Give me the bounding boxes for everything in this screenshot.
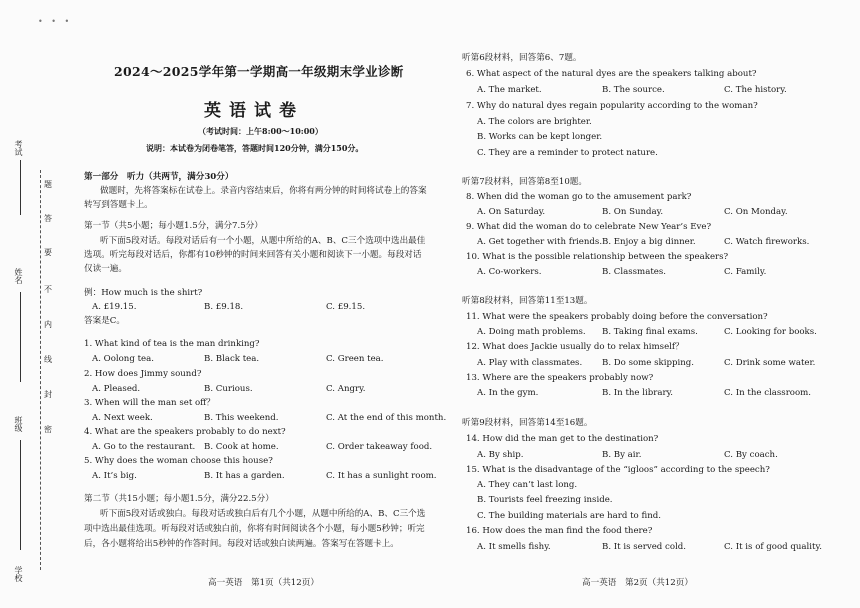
question: 11. What were the speakers probably doing before the conversation? [466, 312, 768, 322]
question: 6. What aspect of the natural dyes are the speakers talking about? [466, 69, 757, 79]
option: C. The history. [724, 85, 787, 95]
option: B. Works can be kept longer. [477, 132, 603, 142]
option: B. It is served cold. [602, 542, 686, 552]
section2-desc: 项中选出最佳选项。听每段对话或独白前，你将有时间阅读各个小题，每小题5秒钟；听完 [84, 524, 425, 534]
page-footer: 高一英语 第2页（共12页） [582, 578, 693, 588]
question: 14. How did the man get to the destination? [466, 434, 659, 444]
option: B. Do some skipping. [602, 358, 695, 368]
seal-char: 不 [44, 285, 52, 294]
option: A. Play with classmates. [477, 358, 583, 368]
group-intro: 听第6段材料，回答第6、7题。 [462, 53, 582, 63]
example-option: B. £9.18. [204, 302, 244, 312]
section1-heading: 第一节（共5小题；每小题1.5分，满分7.5分） [84, 221, 263, 231]
option: A. The market. [477, 85, 542, 95]
option: C. By coach. [724, 450, 778, 460]
option: C. Angry. [326, 384, 366, 394]
seal-char: 密 [44, 425, 52, 434]
option: B. By air. [602, 450, 642, 460]
option: C. Green tea. [326, 354, 384, 364]
seal-char: 题 [44, 180, 52, 189]
corner-mark: • • • [38, 17, 73, 26]
school-label: 学校 [14, 566, 23, 582]
option: B. This weekend. [204, 413, 279, 423]
section2-heading: 第二节（共15小题；每小题1.5分，满分22.5分） [84, 494, 274, 504]
class-label: 班级 [14, 416, 23, 432]
seal-char: 封 [44, 390, 52, 399]
part1-desc: 做题时，先将答案标在试卷上。录音内容结束后，你将有两分钟的时间将试卷上的答案 [100, 186, 427, 196]
option: B. Enjoy a big dinner. [602, 237, 696, 247]
option: B. The source. [602, 85, 665, 95]
exam-title: 2024～2025学年第一学期高一年级期末学业诊断 [114, 64, 404, 79]
option: A. It smells fishy. [477, 542, 551, 552]
option: C. Watch fireworks. [724, 237, 810, 247]
seal-char: 内 [44, 320, 52, 329]
option: A. Get together with friends. [477, 237, 603, 247]
group-intro: 听第9段材料，回答第14至16题。 [462, 418, 593, 428]
option: C. In the classroom. [724, 388, 812, 398]
seal-char: 要 [44, 248, 52, 257]
question: 13. Where are the speakers probably now? [466, 373, 654, 383]
name-label: 姓名 [14, 268, 23, 284]
page-footer: 高一英语 第1页（共12页） [208, 578, 319, 588]
example-question: 例：How much is the shirt? [84, 288, 203, 298]
part1-desc: 转写到答题卡上。 [84, 200, 153, 210]
question: 8. When did the woman go to the amusement park? [466, 192, 692, 202]
question: 12. What does Jackie usually do to relax himself？ [466, 342, 684, 352]
section1-desc: 选项。听完每段对话后，你都有10秒钟的时间来回答有关小题和阅读下一小题。每段对话 [84, 250, 422, 260]
option: B. Cook at home. [204, 442, 279, 452]
option: A. It’s big. [92, 471, 137, 481]
option: C. Looking for books. [724, 327, 817, 337]
example-option: A. £19.15. [92, 302, 137, 312]
option: B. It has a garden. [204, 471, 285, 481]
option: C. Drink some water. [724, 358, 816, 368]
question: 4. What are the speakers probably to do next? [84, 427, 286, 437]
question: 5. Why does the woman choose this house? [84, 456, 273, 466]
question: 16. How does the man find the food there? [466, 526, 653, 536]
seal-line [40, 170, 41, 570]
name-line [20, 292, 21, 382]
option: B. Tourists feel freezing inside. [477, 495, 613, 505]
section2-desc: 听下面5段对话或独白。每段对话或独白后有几个小题，从题中所给的A、B、C三个选 [100, 509, 426, 519]
option: C. Order takeaway food. [326, 442, 433, 452]
option: C. It has a sunlight room. [326, 471, 437, 481]
section1-desc: 听下面5段对话。每段对话后有一个小题，从题中所给的A、B、C三个选项中选出最佳 [100, 236, 426, 246]
option: A. They can’t last long. [477, 480, 578, 490]
instructions: 说明：本试卷为闭卷笔答，答题时间120分钟，满分150分。 [146, 143, 364, 153]
question: 15. What is the disadvantage of the “igloos” according to the speech? [466, 465, 770, 475]
option: C. Family. [724, 267, 767, 277]
option: A. Doing math problems. [477, 327, 586, 337]
question: 9. What did the woman do to celebrate New Year’s Eve? [466, 222, 712, 232]
option: A. In the gym. [477, 388, 539, 398]
part1-heading: 第一部分 听力（共两节，满分30分） [84, 172, 234, 182]
exam-number-line [20, 160, 21, 215]
option: A. Next week. [92, 413, 153, 423]
option: C. They are a reminder to protect nature. [477, 148, 658, 158]
option: C. On Monday. [724, 207, 788, 217]
exam-number-label: 考试 [14, 140, 23, 156]
option: B. Classmates. [602, 267, 666, 277]
group-intro: 听第7段材料，回答第8至10题。 [462, 177, 587, 187]
option: A. By ship. [477, 450, 524, 460]
seal-char: 答 [44, 214, 52, 223]
option: B. Curious. [204, 384, 253, 394]
option: B. Taking final exams. [602, 327, 698, 337]
subject-title: 英语试卷 [204, 101, 304, 121]
exam-time: （考试时间：上午8:00～10:00） [198, 126, 323, 136]
option: A. Co-workers. [477, 267, 542, 277]
question: 2. How does Jimmy sound? [84, 369, 202, 379]
option: A. On Saturday. [477, 207, 546, 217]
question: 7. Why do natural dyes regain popularity according to the woman? [466, 101, 758, 111]
example-option: C. £9.15. [326, 302, 366, 312]
section2-desc: 后，各小题将给出5秒钟的作答时间。每段对话或独白读两遍。答案写在答题卡上。 [84, 539, 399, 549]
group-intro: 听第8段材料，回答第11至13题。 [462, 296, 593, 306]
question: 10. What is the possible relationship between the speakers? [466, 252, 729, 262]
option: A. Oolong tea. [92, 354, 154, 364]
option: B. Black tea. [204, 354, 260, 364]
question: 1. What kind of tea is the man drinking? [84, 339, 260, 349]
option: C. The building materials are hard to find. [477, 511, 661, 521]
class-line [20, 440, 21, 550]
question: 3. When will the man set off？ [84, 398, 215, 408]
option: B. In the library. [602, 388, 674, 398]
section1-desc: 仅读一遍。 [84, 264, 127, 274]
seal-char: 线 [44, 355, 52, 364]
option: A. Go to the restaurant. [92, 442, 196, 452]
option: C. It is of good quality. [724, 542, 822, 552]
option: B. On Sunday. [602, 207, 664, 217]
option: A. The colors are brighter. [477, 117, 592, 127]
option: C. At the end of this month. [326, 413, 447, 423]
example-answer: 答案是C。 [84, 316, 125, 326]
option: A. Pleased. [92, 384, 141, 394]
